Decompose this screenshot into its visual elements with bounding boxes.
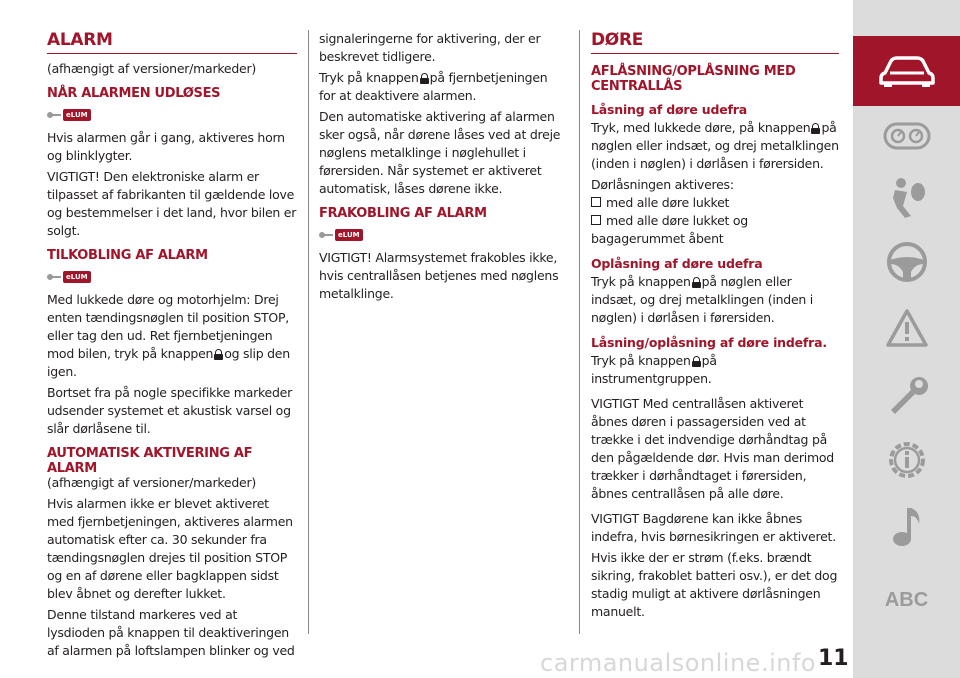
chapter-tab-technical-data[interactable]: [853, 430, 960, 490]
paragraph: Tryk på knappen på instrumentgruppen.: [591, 353, 717, 386]
paragraph: VIGTIGT Med centrallåsen aktiveret åbnes døren i passagersiden ved at trække i det indvendige dørhåndtag på den pågældende dør. Hvis man derimod trækker i dørhåndtaget i førersiden, åbnes centrallåsen på alle døre.: [591, 396, 834, 501]
heading-disarming-alarm: FRAKOBLING AF ALARM: [319, 206, 487, 221]
steering-wheel-icon: [885, 240, 929, 284]
elum-badge: eLUM: [335, 229, 363, 241]
wrench-icon: [885, 372, 929, 416]
key-icon: [47, 273, 61, 281]
paragraph: Tryk på knappen på nøglen eller indsæt, og drej metalklingen (inden i nøglen) i dørlåsen i førersiden.: [591, 274, 813, 325]
heading-locking-outside: Låsning af døre udefra: [591, 102, 747, 117]
chapter-tab-maintenance[interactable]: [853, 364, 960, 424]
paragraph: Den automatiske aktivering af alarmen sker også, når dørene låses ved at dreje nøglens metalklinge i nøglehullet i førersiden. Når systemet er aktiveret automatisk, låses dørene ikke.: [319, 109, 561, 196]
chapter-tab-car[interactable]: [853, 36, 960, 106]
paragraph: Hvis ikke der er strøm (f.eks. brændt sikring, frakoblet batteri osv.), er det dog stadig muligt at aktivere dørlåsningen manuelt.: [591, 550, 838, 619]
bullet-icon: [591, 197, 601, 207]
paragraph: Hvis alarmen ikke er blevet aktiveret med fjernbetjeningen, aktiveres alarmen automatisk efter ca. 30 sekunder fra tændingsnøglen drejes til position STOP og en af dørene eller bagklappen sidst blev åbnet og derefter lukket.: [47, 496, 293, 601]
column-alarm-continued: [319, 30, 562, 306]
section-title-doors: DØRE: [591, 30, 839, 54]
lock-icon: [692, 356, 701, 366]
gear-info-icon: [884, 437, 930, 483]
section-title-alarm: ALARM: [47, 30, 297, 54]
page-number: 11: [818, 646, 849, 671]
heading-arming-alarm: TILKOBLING AF ALARM: [47, 248, 208, 263]
list-item: med alle døre lukket og bagagerummet åbent: [591, 213, 748, 246]
chapter-tab-driving[interactable]: [853, 232, 960, 292]
abc-index-icon: ABC: [884, 588, 929, 611]
list-item: med alle døre lukket: [591, 194, 839, 212]
paragraph: Med lukkede døre og motorhjelm: Drej enten tændingsnøglen til position STOP, eller tag den ud. Ret fjernbetjeningen mod bilen, tryk på knappen og slip den igen.: [47, 292, 290, 379]
music-note-icon: [887, 504, 927, 548]
elum-badge: eLUM: [63, 109, 91, 121]
chapter-tab-warnings[interactable]: [853, 298, 960, 358]
warning-triangle-icon: [885, 308, 929, 348]
heading-locking-inside: Låsning/oplåsning af døre indefra.: [591, 335, 827, 350]
bullet-icon: [591, 215, 601, 225]
lock-icon: [214, 349, 223, 359]
column-alarm: [47, 30, 297, 663]
elum-badge: eLUM: [63, 271, 91, 283]
version-badge: [47, 105, 297, 125]
version-badge: [319, 225, 562, 245]
paragraph: Hvis alarmen går i gang, aktiveres horn og blinklygter.: [47, 130, 285, 163]
chapter-tab-safety[interactable]: [853, 168, 960, 228]
paragraph: Bortset fra på nogle specifikke markeder udsender systemet et akustisk varsel og slår dørlåsene til.: [47, 385, 292, 436]
chapter-sidebar: [853, 0, 960, 678]
column-divider-2: [579, 30, 580, 634]
car-icon: [877, 53, 937, 89]
paragraph: Dørlåsningen aktiveres:: [591, 177, 734, 192]
heading-unlocking-outside: Oplåsning af døre udefra: [591, 256, 763, 271]
heading-central-locking: AFLÅSNING/OPLÅSNING MED CENTRALLÅS: [591, 64, 796, 94]
paragraph: Tryk, med lukkede døre, på knappen på nøglen eller indsæt, og drej metalklingen (inden i nøglen) i dørlåsen i førersiden.: [591, 120, 839, 171]
column-doors: [591, 30, 839, 624]
chapter-tab-dashboard[interactable]: [853, 106, 960, 166]
paragraph: signaleringerne for aktivering, der er beskrevet tidligere.: [319, 31, 541, 64]
seat-airbag-icon: [885, 176, 929, 220]
column-divider-1: [308, 30, 309, 634]
paragraph: (afhængigt af versioner/markeder): [47, 475, 256, 490]
paragraph: VIGTIGT! Alarmsystemet frakobles ikke, hvis centrallåsen betjenes med nøglens metalklinge.: [319, 250, 559, 301]
lock-icon: [692, 277, 701, 287]
dashboard-icon: [882, 121, 932, 151]
paragraph: VIGTIGT! Den elektroniske alarm er tilpasset af fabrikanten til gældende love og bestemmelser i det land, hvor bilen er solgt.: [47, 169, 297, 238]
paragraph: Denne tilstand markeres ved at lysdioden på knappen til deaktiveringen af alarmen på loftslampen blinker og ved: [47, 607, 295, 658]
paragraph: VIGTIGT Bagdørene kan ikke åbnes indefra, hvis børnesikringen er aktiveret.: [591, 511, 836, 544]
key-icon: [47, 111, 61, 119]
key-icon: [319, 231, 333, 239]
chapter-tab-index[interactable]: [853, 570, 960, 630]
heading-alarm-triggered: NÅR ALARMEN UDLØSES: [47, 86, 221, 101]
heading-automatic-activation: AUTOMATISK AKTIVERING AF ALARM: [47, 446, 253, 476]
alarm-subtitle: (afhængigt af versioner/markeder): [47, 61, 256, 76]
watermark: carmanualsonline.info: [540, 649, 817, 677]
paragraph: Tryk på knappen på fjernbetjeningen for at deaktivere alarmen.: [319, 70, 548, 103]
chapter-tab-multimedia[interactable]: [853, 496, 960, 556]
lock-icon: [811, 123, 820, 133]
lock-icon: [420, 73, 429, 83]
version-badge: [47, 267, 297, 287]
